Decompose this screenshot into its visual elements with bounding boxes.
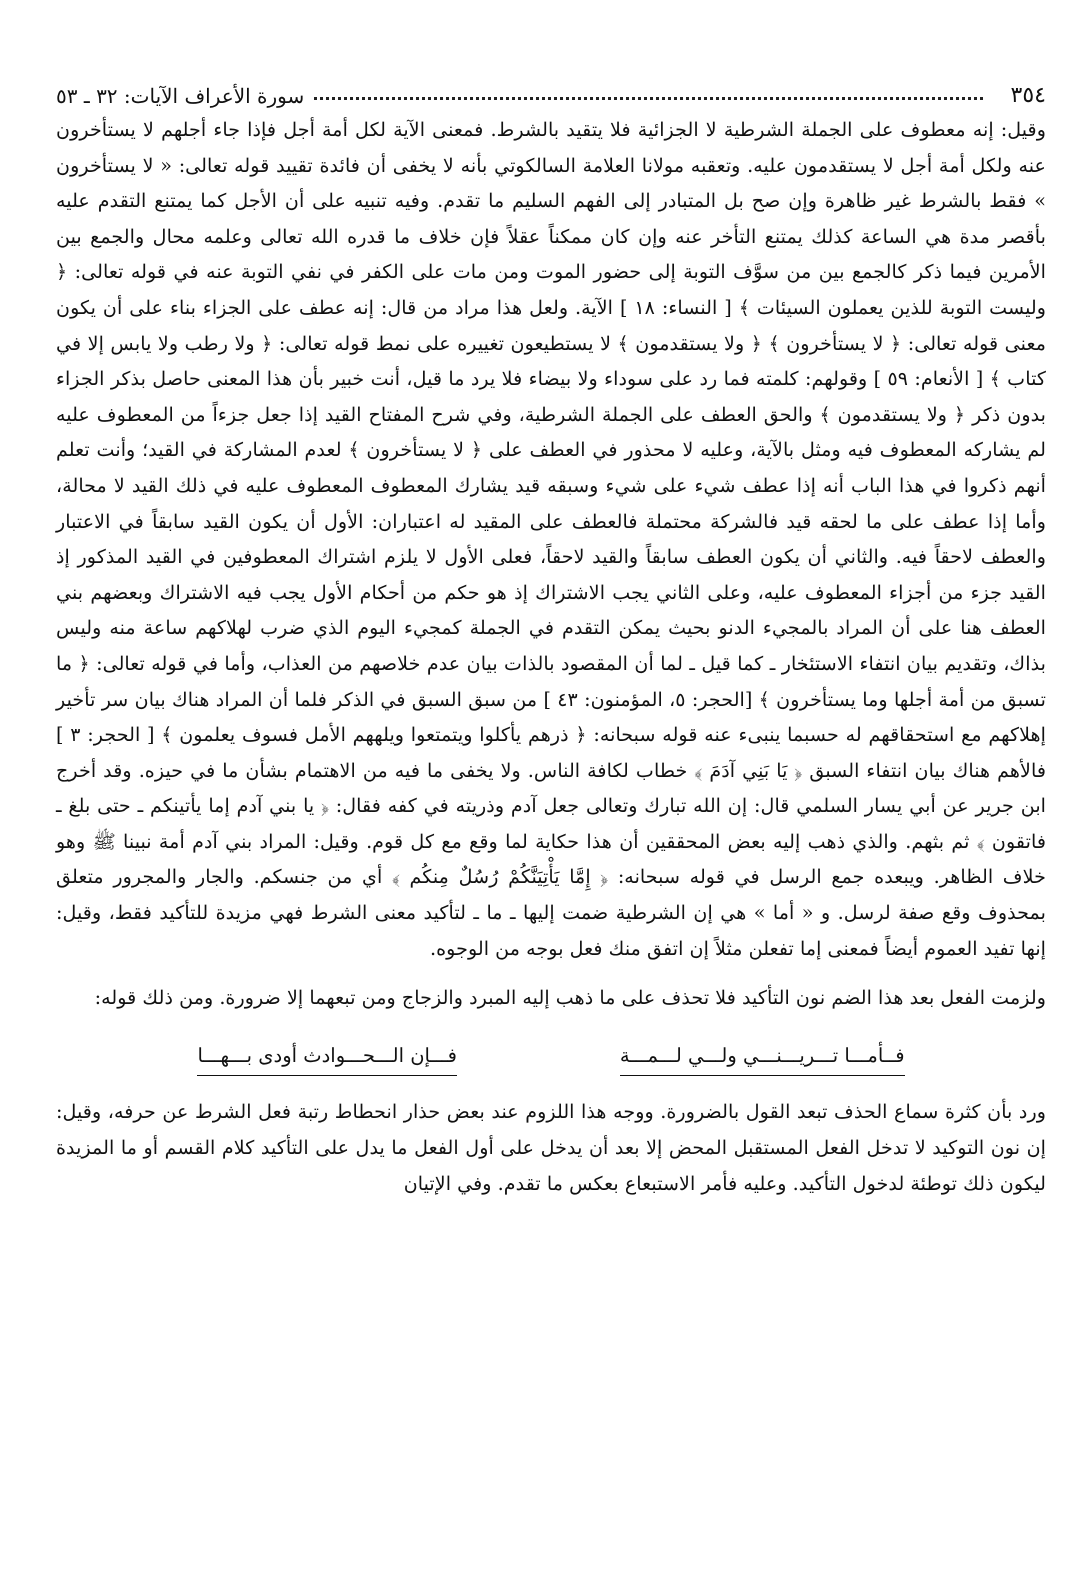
- paragraph-after-verse: ورد بأن كثرة سماع الحذف تبعد القول بالضرورة. ووجه هذا اللزوم عند بعض حذار انحطاط رتبة فعل الشرط عن حرفه، وقيل: إن نون التوكيد لا تدخل الفعل المستقبل المحض إلا بعد أن يدخل على أول الفعل ما يدل على التأكيد كلام القسم أو ما المزيدة ليكون ذلك توطئة لدخول التأكيد. وعليه فأمر الاستبعاع بعكس ما تقدم. وفي الإتيان: [56, 1100, 1046, 1195]
- running-head: [56, 60, 1046, 108]
- body-text: [56, 112, 1046, 1201]
- paragraph-main: وقيل: إنه معطوف على الجملة الشرطية لا الجزائية فلا يتقيد بالشرط. فمعنى الآية لكل أمة أجل فإذا جاء أجلهم لا يستأخرون عنه ولكل أمة أجل لا يستقدمون عليه. وتعقبه مولانا العلامة السالكوتي بأنه لا يخفى أن فائدة تقييد قوله تعالى: « لا يستأخرون » فقط بالشرط غير ظاهرة وإن صح بل المتبادر إلى الفهم السليم ما تقدم. وفيه تنبيه على أن الأجل كما يمتنع التقدم عليه بأقصر مدة هي الساعة كذلك يمتنع التأخر عنه وإن كان ممكناً عقلاً فإن خلاف ما قدره الله تعالى وعلمه محال والجمع بين الأمرين فيما ذكر كالجمع بين من سوَّف التوبة إلى حضور الموت ومن مات على الكفر في نفي التوبة عنه في قوله تعالى: ﴿ وليست التوبة للذين يعملون السيئات ﴾ [ النساء: ١٨ ] الآية. ولعل هذا مراد من قال: إنه عطف على الجزاء بناء على أن يكون معنى قوله تعالى: ﴿ لا يستأخرون ﴾ ﴿ ولا يستقدمون ﴾ لا يستطيعون تغييره على نمط قوله تعالى: ﴿ ولا رطب ولا يابس إلا في كتاب ﴾ [ الأنعام: ٥٩ ] وقولهم: كلمته فما رد على سوداء ولا بيضاء فلا يرد ما قيل، أنت خبير بأن هذا المعنى حاصل بذكر الجزاء بدون ذكر ﴿ ولا يستقدمون ﴾ والحق العطف على الجملة الشرطية، وفي شرح المفتاح القيد إذا جعل جزءاً من المعطوف عليه لم يشاركه المعطوف فيه ومثل بالآية، وعليه لا محذور في العطف على ﴿ لا يستأخرون ﴾ لعدم المشاركة في القيد؛ وأنت تعلم أنهم ذكروا في هذا الباب أنه إذا عطف شيء على شيء وسبقه قيد يشارك المعطوف المعطوف عليه في ذلك القيد لا محالة، وأما إذا عطف على ما لحقه قيد فالشركة محتملة فالعطف على المقيد له اعتباران: الأول أن يكون القيد سابقاً في الاعتبار والعطف لاحقاً فيه. والثاني أن يكون العطف سابقاً والقيد لاحقاً، فعلى الأول لا يلزم اشتراك المعطوفين في القيد المذكور إذ القيد جزء من أجزاء المعطوف عليه، وعلى الثاني يجب الاشتراك إذ هو حكم من أحكام الأول يجب فيه الاشتراك وبعضهم بني العطف هنا على أن المراد بالمجيء الدنو بحيث يمكن التقدم في الجملة كمجيء اليوم الذي ضرب لهلاكهم ساعة منه وليس بذاك، وتقديم بيان انتفاء الاستئخار ـ كما قيل ـ لما أن المقصود بالذات بيان عدم خلاصهم من العذاب، وأما في قوله تعالى: ﴿ ما تسبق من أمة أجلها وما يستأخرون ﴾ [الحجر: ٥، المؤمنون: ٤٣ ] من سبق السبق في الذكر فلما أن المراد هناك بيان سر تأخير إهلاكهم مع استحقاقهم له حسبما ينبىء عنه قوله سبحانه: ﴿ ذرهم يأكلوا ويتمتعوا ويلههم الأمل فسوف يعلمون ﴾ [ الحجر: ٣ ] فالأهم هناك بيان انتفاء السبق ﴿ يَا بَنِي آدَمَ ﴾ خطاب لكافة الناس. ولا يخفى ما فيه من الاهتمام بشأن ما في حيزه. وقد أخرج ابن جرير عن أبي يسار السلمي قال: إن الله تبارك وتعالى جعل آدم وذريته في كفه فقال: ﴿ يا بني آدم إما يأتينكم ـ حتى بلغ ـ فاتقون ﴾ ثم بثهم. والذي ذهب إليه بعض المحققين أن هذا حكاية لما وقع مع كل قوم. وقيل: المراد بني آدم أمة نبينا ﷺ وهو خلاف الظاهر. ويبعده جمع الرسل في قوله سبحانه: ﴿ إِمَّا يَأْتِيَنَّكُمْ رُسُلٌ مِنكُم ﴾ أي من جنسكم. والجار والمجرور متعلق بمحذوف وقع صفة لرسل. و « أما » هي إن الشرطية ضمت إليها ـ ما ـ لتأكيد معنى الشرط فهي مزيدة للتأكيد فقط، وقيل: إنها تفيد العموم أيضاً فمعنى إما تفعلن مثلاً إن اتفق منك فعل بوجه من الوجوه.: [56, 118, 1046, 960]
- running-head-title: سورة الأعراف الآيات: ٣٢ ـ ٥٣: [56, 84, 305, 108]
- poetry-verse: [116, 1038, 986, 1077]
- page-number: ٣٥٤: [1010, 83, 1046, 108]
- verse-first-hemistich: فــأمـــا تـــريـــنـــي ولـــي لـــمـــة: [620, 1038, 905, 1077]
- verse-second-hemistich: فـــإن الـــحـــوادث أودى بـــهـــا: [197, 1038, 457, 1077]
- header-dotted-leader: [314, 97, 982, 100]
- paragraph-verse-intro: ولزمت الفعل بعد هذا الضم نون التأكيد فلا تحذف على ما ذهب إليه المبرد والزجاج ومن تبعهما إلا ضرورة. ومن ذلك قوله:: [94, 986, 1046, 1010]
- book-page: [56, 60, 1046, 1201]
